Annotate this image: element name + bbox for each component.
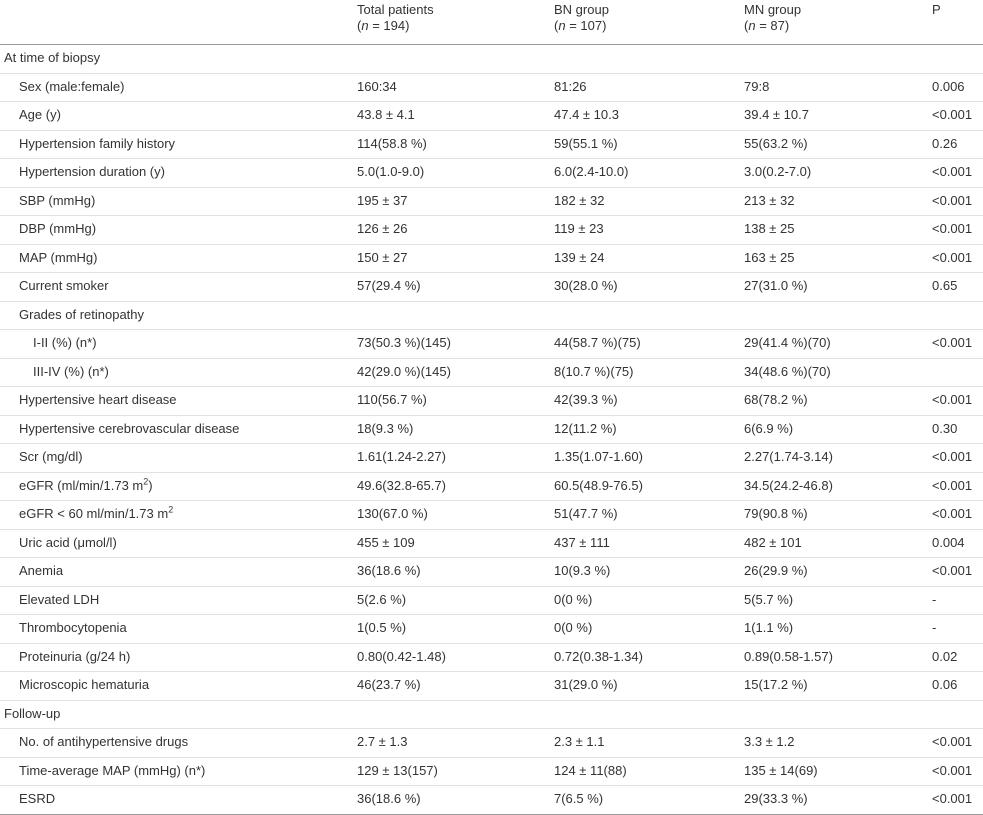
table-header bbox=[0, 0, 983, 45]
mn-value: 482 ± 101 bbox=[744, 534, 802, 550]
table-row bbox=[0, 244, 983, 274]
p-value: <0.001 bbox=[932, 449, 973, 464]
row-label bbox=[19, 415, 239, 443]
row-label bbox=[19, 529, 117, 557]
bn-value: 437 ± 111 bbox=[554, 534, 610, 550]
bn-value: 2.3 ± 1.1 bbox=[554, 734, 605, 749]
row-label-text: At time of biopsy bbox=[4, 50, 101, 65]
total-value: 160:34 bbox=[357, 78, 397, 94]
row-label bbox=[19, 785, 55, 813]
row-label bbox=[19, 301, 144, 329]
total-value: 43.8 ± 4.1 bbox=[357, 107, 415, 122]
header-total-patients bbox=[357, 2, 434, 34]
section-header-row bbox=[0, 700, 983, 730]
mn-value: 29(33.3 %) bbox=[744, 791, 808, 806]
p-value: <0.001 bbox=[932, 563, 973, 578]
total-value: 49.6(32.8-65.7) bbox=[357, 477, 446, 493]
p-value: <0.001 bbox=[932, 192, 973, 208]
row-label bbox=[19, 586, 99, 614]
total-value: 36(18.6 %) bbox=[357, 791, 421, 806]
total-value: 114(58.8 %) bbox=[357, 135, 427, 151]
table-row bbox=[0, 301, 983, 331]
table-row bbox=[0, 73, 983, 103]
section-header-row bbox=[0, 44, 983, 74]
row-label bbox=[19, 244, 97, 272]
row-label bbox=[19, 272, 109, 300]
header-bn-group bbox=[554, 2, 609, 34]
row-label-text: Anemia bbox=[19, 563, 64, 578]
header-bn-n: (n = 107) bbox=[554, 18, 607, 33]
p-value: <0.001 bbox=[932, 734, 973, 749]
mn-value: 79(90.8 %) bbox=[744, 506, 808, 521]
row-label-text: Thrombocytopenia bbox=[19, 620, 127, 635]
row-label-text: Proteinuria (g/24 h) bbox=[19, 648, 131, 664]
total-value: 130(67.0 %) bbox=[357, 506, 428, 521]
row-label-text: III-IV (%) (n*) bbox=[33, 363, 109, 379]
row-label-text: MAP (mmHg) bbox=[19, 249, 98, 265]
total-value: 195 ± 37 bbox=[357, 192, 408, 208]
table-row bbox=[0, 415, 983, 445]
total-value: 18(9.3 %) bbox=[357, 420, 414, 436]
p-value: <0.001 bbox=[932, 762, 973, 778]
mn-value: 68(78.2 %) bbox=[744, 392, 808, 407]
total-value: 1(0.5 %) bbox=[357, 620, 407, 635]
bn-value: 30(28.0 %) bbox=[554, 278, 618, 293]
row-label-text: Grades of retinopathy bbox=[19, 306, 145, 322]
bn-value: 81:26 bbox=[554, 78, 587, 94]
mn-value: 29(41.4 %)(70) bbox=[744, 335, 831, 350]
p-value: <0.001 bbox=[932, 477, 973, 493]
total-value: 73(50.3 %)(145) bbox=[357, 335, 451, 350]
mn-value: 135 ± 14(69) bbox=[744, 762, 818, 778]
row-label-text: eGFR < 60 ml/min/1.73 m bbox=[19, 506, 169, 521]
mn-value: 27(31.0 %) bbox=[744, 278, 808, 293]
mn-value: 2.27(1.74-3.14) bbox=[744, 449, 833, 464]
mn-value: 79:8 bbox=[744, 78, 770, 94]
row-label bbox=[33, 329, 97, 357]
p-value: <0.001 bbox=[932, 164, 973, 179]
bn-value: 42(39.3 %) bbox=[554, 392, 618, 407]
table-row bbox=[0, 557, 983, 587]
mn-value: 15(17.2 %) bbox=[744, 677, 808, 692]
table-row bbox=[0, 614, 983, 644]
p-value: 0.26 bbox=[932, 135, 958, 151]
bn-value: 124 ± 11(88) bbox=[554, 762, 627, 778]
total-value: 5.0(1.0-9.0) bbox=[357, 164, 425, 179]
row-label bbox=[4, 44, 100, 72]
row-label bbox=[19, 215, 96, 243]
total-value: 150 ± 27 bbox=[357, 249, 408, 265]
p-value: - bbox=[932, 591, 937, 607]
header-p-value bbox=[932, 2, 941, 18]
row-label bbox=[4, 700, 60, 728]
bn-value: 44(58.7 %)(75) bbox=[554, 335, 641, 350]
row-label bbox=[19, 386, 177, 414]
bn-value: 8(10.7 %)(75) bbox=[554, 363, 634, 379]
mn-value: 5(5.7 %) bbox=[744, 591, 794, 607]
header-p-label: P bbox=[932, 2, 941, 17]
bn-value: 1.35(1.07-1.60) bbox=[554, 449, 643, 464]
p-value: - bbox=[932, 620, 937, 635]
bn-value: 119 ± 23 bbox=[554, 221, 604, 236]
header-mn-n: (n = 87) bbox=[744, 18, 790, 33]
row-label bbox=[19, 130, 175, 158]
bn-value: 10(9.3 %) bbox=[554, 563, 611, 578]
bn-value: 182 ± 32 bbox=[554, 192, 605, 208]
p-value: 0.004 bbox=[932, 534, 965, 550]
row-label-text: Hypertensive heart disease bbox=[19, 392, 177, 407]
bn-value: 0.72(0.38-1.34) bbox=[554, 648, 643, 664]
table-row bbox=[0, 158, 983, 188]
total-value: 126 ± 26 bbox=[357, 221, 408, 236]
bn-value: 139 ± 24 bbox=[554, 249, 605, 265]
row-label-text: Scr (mg/dl) bbox=[19, 449, 83, 464]
row-label bbox=[19, 614, 127, 642]
total-value: 57(29.4 %) bbox=[357, 278, 421, 293]
mn-value: 3.0(0.2-7.0) bbox=[744, 164, 812, 179]
p-value: 0.65 bbox=[932, 278, 958, 293]
header-mn-group bbox=[744, 2, 801, 34]
table-row bbox=[0, 529, 983, 559]
row-label-text: I-II (%) (n*) bbox=[33, 335, 97, 350]
row-label bbox=[19, 73, 124, 101]
table-row bbox=[0, 358, 983, 388]
row-label bbox=[19, 728, 188, 756]
p-value: 0.06 bbox=[932, 677, 958, 692]
p-value: <0.001 bbox=[932, 107, 973, 122]
row-label-text: ESRD bbox=[19, 791, 56, 806]
total-value: 2.7 ± 1.3 bbox=[357, 734, 408, 749]
table-row bbox=[0, 386, 983, 416]
bn-value: 6.0(2.4-10.0) bbox=[554, 164, 629, 179]
row-label-text: eGFR (ml/min/1.73 m bbox=[19, 477, 144, 493]
mn-value: 39.4 ± 10.7 bbox=[744, 107, 809, 122]
table-row bbox=[0, 101, 983, 131]
header-bn-label: BN group bbox=[554, 2, 609, 17]
table-row bbox=[0, 500, 983, 530]
row-label-text: Hypertension family history bbox=[19, 135, 176, 151]
row-label bbox=[19, 472, 153, 500]
p-value: <0.001 bbox=[932, 221, 973, 236]
mn-value: 34.5(24.2-46.8) bbox=[744, 477, 833, 493]
p-value: 0.02 bbox=[932, 648, 958, 664]
mn-value: 1(1.1 %) bbox=[744, 620, 794, 635]
row-label-text: Microscopic hematuria bbox=[19, 677, 150, 692]
total-value: 110(56.7 %) bbox=[357, 392, 427, 407]
mn-value: 55(63.2 %) bbox=[744, 135, 808, 151]
table-row bbox=[0, 643, 983, 673]
total-value: 1.61(1.24-2.27) bbox=[357, 449, 446, 464]
bn-value: 47.4 ± 10.3 bbox=[554, 107, 619, 122]
table-row bbox=[0, 586, 983, 616]
mn-value: 6(6.9 %) bbox=[744, 420, 794, 436]
row-label-text: Hypertension duration (y) bbox=[19, 164, 165, 179]
header-total-label: Total patients bbox=[357, 2, 434, 17]
row-label bbox=[19, 443, 83, 471]
table-row bbox=[0, 443, 983, 473]
mn-value: 163 ± 25 bbox=[744, 249, 795, 265]
table-row bbox=[0, 215, 983, 245]
total-value: 36(18.6 %) bbox=[357, 563, 421, 578]
total-value: 46(23.7 %) bbox=[357, 677, 421, 692]
row-label bbox=[19, 643, 130, 671]
mn-value: 213 ± 32 bbox=[744, 192, 795, 208]
table-row bbox=[0, 472, 983, 502]
row-label bbox=[19, 101, 61, 129]
mn-value: 138 ± 25 bbox=[744, 221, 795, 236]
mn-value: 26(29.9 %) bbox=[744, 563, 808, 578]
table-row bbox=[0, 130, 983, 160]
bn-value: 0(0 %) bbox=[554, 620, 593, 635]
mn-value: 34(48.6 %)(70) bbox=[744, 363, 831, 379]
row-label-text: Age (y) bbox=[19, 107, 61, 122]
row-label-text: DBP (mmHg) bbox=[19, 221, 97, 236]
row-label bbox=[19, 187, 95, 215]
row-label-suffix: ) bbox=[148, 477, 153, 493]
total-value: 5(2.6 %) bbox=[357, 591, 407, 607]
bn-value: 0(0 %) bbox=[554, 591, 593, 607]
p-value: <0.001 bbox=[932, 249, 973, 265]
p-value: 0.006 bbox=[932, 78, 965, 94]
row-label-text: Uric acid (μmol/l) bbox=[19, 534, 117, 550]
row-label-text: Current smoker bbox=[19, 278, 109, 293]
p-value: <0.001 bbox=[932, 506, 973, 521]
row-label bbox=[19, 500, 173, 528]
mn-value: 0.89(0.58-1.57) bbox=[744, 648, 833, 664]
total-value: 42(29.0 %)(145) bbox=[357, 363, 451, 379]
table-row bbox=[0, 728, 983, 758]
p-value: <0.001 bbox=[932, 791, 973, 806]
row-label bbox=[19, 671, 149, 699]
row-label-text: Elevated LDH bbox=[19, 591, 100, 607]
header-total-n: (n = 194) bbox=[357, 18, 410, 33]
table-row bbox=[0, 272, 983, 302]
row-label-text: No. of antihypertensive drugs bbox=[19, 734, 189, 749]
row-label-superscript: 2 bbox=[168, 504, 174, 515]
row-label bbox=[33, 358, 109, 386]
table-row bbox=[0, 329, 983, 359]
row-label bbox=[19, 757, 205, 785]
total-value: 455 ± 109 bbox=[357, 534, 415, 550]
row-label-superscript: 2 bbox=[143, 476, 149, 487]
p-value: <0.001 bbox=[932, 392, 973, 407]
header-mn-label: MN group bbox=[744, 2, 802, 17]
p-value: 0.30 bbox=[932, 420, 958, 436]
table-row bbox=[0, 757, 983, 787]
total-value: 0.80(0.42-1.48) bbox=[357, 648, 446, 664]
bn-value: 60.5(48.9-76.5) bbox=[554, 477, 643, 493]
row-label-text: Hypertensive cerebrovascular disease bbox=[19, 420, 240, 436]
bn-value: 7(6.5 %) bbox=[554, 791, 604, 806]
row-label-text: Time-average MAP (mmHg) (n*) bbox=[19, 762, 206, 778]
row-label bbox=[19, 557, 63, 585]
row-label-text: Follow-up bbox=[4, 705, 61, 721]
bn-value: 59(55.1 %) bbox=[554, 135, 618, 151]
p-value: <0.001 bbox=[932, 335, 973, 350]
mn-value: 3.3 ± 1.2 bbox=[744, 734, 795, 749]
total-value: 129 ± 13(157) bbox=[357, 762, 438, 778]
bn-value: 51(47.7 %) bbox=[554, 506, 618, 521]
table-row bbox=[0, 187, 983, 217]
table-row bbox=[0, 671, 983, 701]
row-label bbox=[19, 158, 165, 186]
bn-value: 31(29.0 %) bbox=[554, 677, 618, 692]
row-label-text: SBP (mmHg) bbox=[19, 192, 96, 208]
bn-value: 12(11.2 %) bbox=[554, 420, 617, 436]
row-label-text: Sex (male:female) bbox=[19, 78, 125, 94]
